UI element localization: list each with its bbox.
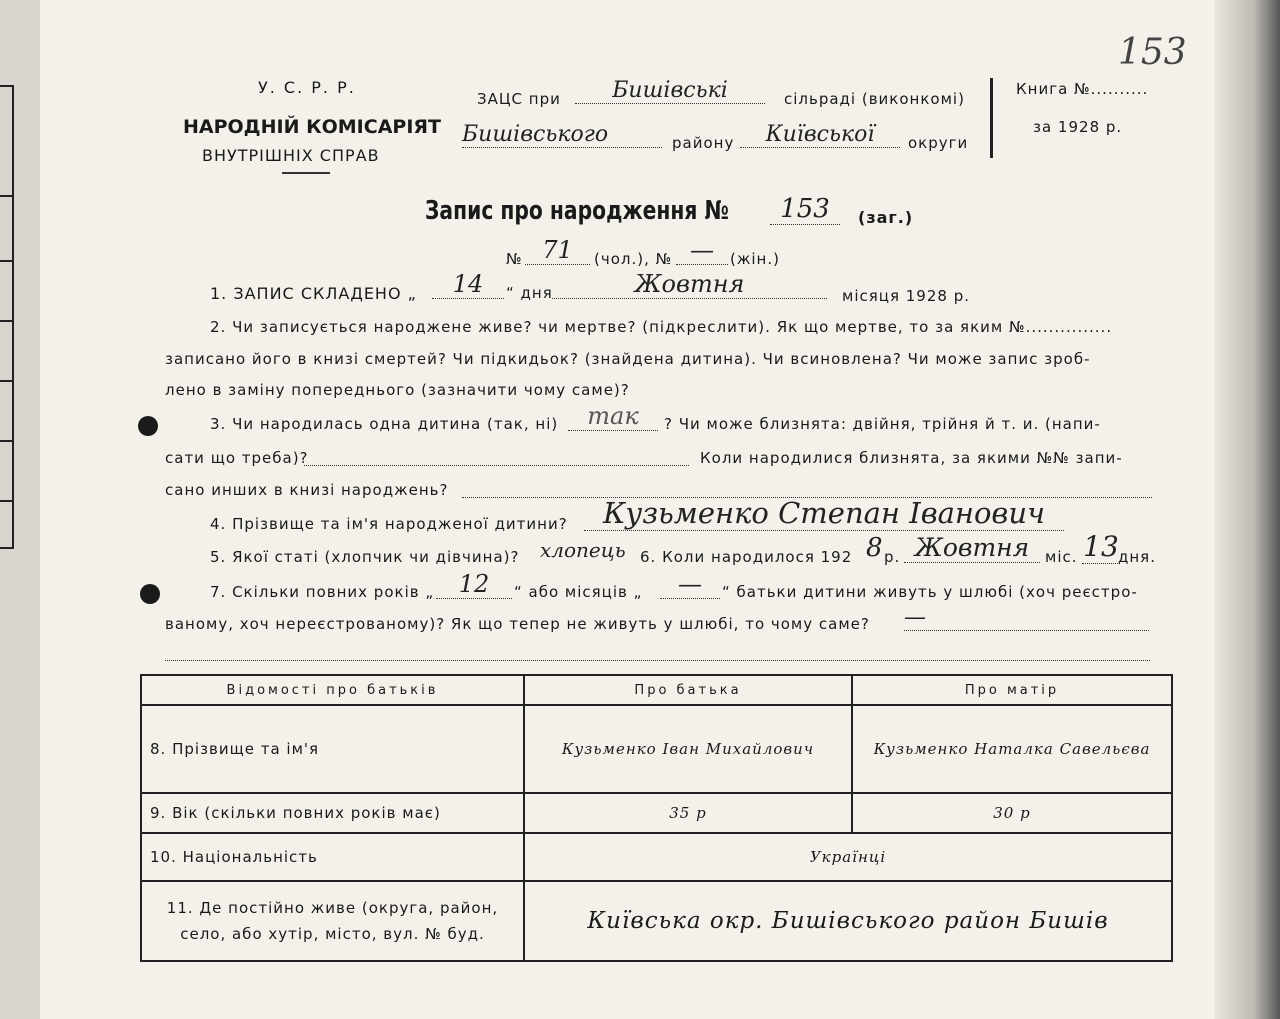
page-number-handwriting: 153 — [1118, 32, 1187, 73]
table-row — [141, 705, 1172, 793]
q6-day-label: дня. — [1118, 548, 1156, 566]
record-general-label: (заг.) — [858, 208, 914, 227]
male-number-label: (чол.), № — [594, 250, 673, 268]
q3-line-1b: ? Чи може близнята: двійня, трійня й т. и. (напи- — [664, 415, 1101, 433]
mother-name-handwriting: Кузьменко Наталка Савельєва — [852, 705, 1172, 793]
q6-month-handwriting: Жовтня — [904, 533, 1040, 563]
okruha-handwriting: Київської — [740, 122, 900, 148]
commissariat-subtitle: ВНУТРІШНІХ СПРАВ — [202, 146, 380, 165]
q7-label: 7. Скільки повних років „ — [210, 583, 435, 601]
q6-label: 6. Коли народилося 192 — [640, 548, 853, 566]
table-header-row — [141, 675, 1172, 705]
ussr-label: У. С. Р. Р. — [258, 78, 356, 97]
q2-line-3: лено в заміну попереднього (зазначити чому саме)? — [165, 381, 630, 399]
q6-year-handwriting: 8 — [866, 533, 883, 563]
q7-years-handwriting: 12 — [436, 570, 512, 599]
q5-answer-handwriting: хлопець — [540, 538, 626, 562]
row-label: 9. Вік (скільки повних років має) — [141, 793, 524, 833]
zags-handwriting: Бишівські — [575, 78, 765, 104]
book-year-label: за 1928 р. — [1033, 118, 1123, 136]
q7-marriage-text: “ батьки дитини живуть у шлюбі (хоч реєстро- — [722, 583, 1138, 601]
zags-prefix: ЗАЦС при — [477, 90, 561, 108]
q7-answer-handwriting: — — [904, 605, 1149, 631]
female-number-label: (жін.) — [730, 250, 780, 268]
table-row — [141, 833, 1172, 881]
column-header: Відомості про батьків — [141, 675, 524, 705]
column-header: Про батька — [524, 675, 852, 705]
q2-line-2: записано його в книзі смертей? Чи підкидьок? (знайдена дитина). Чи всиновлена? Чи може запис зроб- — [165, 350, 1091, 368]
binding-hole — [140, 584, 160, 604]
book-number-label: Книга №.......... — [1016, 80, 1149, 98]
q1-day-label: “ дня — [506, 284, 553, 302]
q3-answer-handwriting: так — [568, 402, 658, 431]
residence-handwriting: Київська окр. Бишівського район Бишів — [524, 881, 1172, 961]
q4-label: 4. Прізвище та ім'я народженої дитини? — [210, 515, 568, 533]
row-label: 10. Національність — [141, 833, 524, 881]
row-label: 11. Де постійно живе (округа, район, село, або хутір, місто, вул. № буд. — [141, 881, 524, 961]
mother-age-handwriting: 30 р — [852, 793, 1172, 833]
male-number-handwriting: 71 — [525, 236, 590, 265]
commissariat-title: НАРОДНІЙ КОМІСАРІЯТ — [183, 116, 441, 138]
binding-hole — [138, 416, 158, 436]
q7-months-label: “ або місяців „ — [514, 583, 643, 601]
q1-month-handwriting: Жовтня — [552, 270, 827, 299]
table-row — [141, 881, 1172, 961]
q1-day-handwriting: 14 — [432, 270, 504, 299]
q5-label: 5. Якої статі (хлопчик чи дівчина)? — [210, 548, 520, 566]
silrada-label: сільраді (виконкомі) — [784, 90, 965, 108]
nationality-handwriting: Українці — [524, 833, 1172, 881]
q7-months-handwriting: — — [660, 570, 720, 599]
female-number-handwriting: — — [676, 236, 728, 265]
raion-handwriting: Бишівського — [462, 122, 662, 148]
q3-line-3: сано инших в книзі народжень? — [165, 481, 449, 499]
q1-year-label: місяця 1928 р. — [842, 287, 970, 305]
column-header: Про матір — [852, 675, 1172, 705]
q4-answer-handwriting: Кузьменко Степан Іванович — [584, 496, 1064, 531]
sub-number-label: № — [506, 250, 523, 268]
divider — [282, 172, 330, 174]
q3-blank-line — [304, 465, 689, 466]
parents-table — [140, 674, 1173, 962]
q2-line-1: 2. Чи записується народжене живе? чи мертве? (підкреслити). Як що мертве, то за яким №............... — [210, 318, 1113, 336]
father-age-handwriting: 35 р — [524, 793, 852, 833]
q7-blank-line — [165, 660, 1150, 661]
raion-label: району — [672, 134, 735, 152]
page-curl-shadow — [1215, 0, 1280, 1019]
okruha-label: округи — [908, 134, 969, 152]
q6-month-label: міс. — [1045, 548, 1078, 566]
q3-line-2b: Коли народилися близнята, за якими №№ запи- — [700, 449, 1123, 467]
record-number-handwriting: 153 — [770, 194, 840, 225]
father-name-handwriting: Кузьменко Іван Михайлович — [524, 705, 852, 793]
q6-year-suffix: р. — [884, 548, 901, 566]
q3-line-2a: сати що треба)? — [165, 449, 309, 467]
table-row — [141, 793, 1172, 833]
q3-line-1a: 3. Чи народилась одна дитина (так, ні) — [210, 415, 559, 433]
q7-line-2: ваному, хоч нереєстрованому)? Як що тепер не живуть у шлюбі, то чому саме? — [165, 615, 870, 633]
row-label: 8. Прізвище та ім'я — [141, 705, 524, 793]
q1-label: 1. ЗАПИС СКЛАДЕНО „ — [210, 284, 417, 303]
q6-day-handwriting: 13 — [1083, 530, 1119, 563]
record-title: Запис про народження № — [425, 196, 729, 226]
